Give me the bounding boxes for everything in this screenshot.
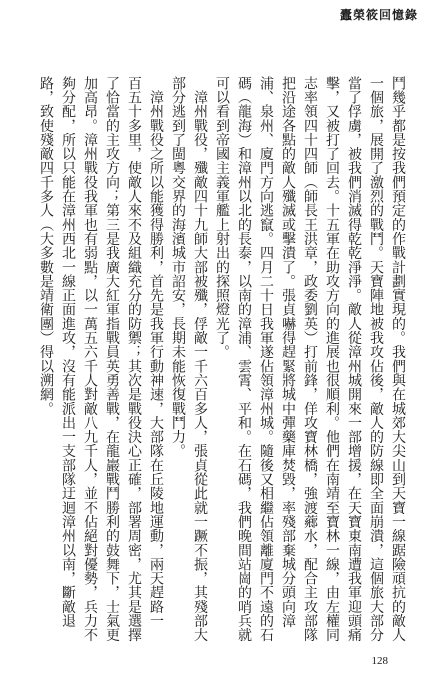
text-column-3: 當了俘虜，被我們消滅得乾乾淨淨。敵人從漳州城開來一部增援，在天寶東南遭我軍迎頭痛 xyxy=(346,76,362,642)
running-header-book-title: 蠹榮筱回憶錄 xyxy=(339,8,418,22)
page-number: 128 xyxy=(371,655,388,667)
text-column-13: 百五十多里，使敵人來不及組織充分的防禦；其次是戰役決心正確，部署周密，尤其是選擇 xyxy=(126,76,142,642)
text-column-12: 漳州戰役之所以能獲得勝利，首先是我軍行動神速，大部隊在丘陵地運動，兩天趕路一 xyxy=(148,76,164,628)
text-column-16: 夠分配，所以只能在漳州西北一線正面進攻，沒有能派出一支部隊迂迴漳州以南，斷敵退 xyxy=(60,76,76,628)
text-column-4: 擊，又被打了回去。十五軍在助攻方向的進展也很順利。他們在南靖至寶林一線，由左權同 xyxy=(324,76,340,642)
text-column-2: 一個旅，展開了激烈的戰鬥。天寶陣地被我攻佔後，敵人的防線即全面崩潰，這個旅大部分 xyxy=(368,76,384,642)
text-column-14: 了恰當的主攻方向；第三是我廣大紅軍指戰員英勇善戰，在龍巖戰鬥勝利的鼓舞下，士氣更 xyxy=(104,76,120,642)
text-column-8: 碼（龍海）和漳州以北的長泰，以南的漳浦、雲霄、平和。在石碼，我們晚間站崗的哨兵就 xyxy=(236,76,252,642)
text-column-10: 漳州戰役，殲敵四十九師大部被殲，俘敵一千六百多人，張貞從此就一蹶不振，其殘部大 xyxy=(192,76,208,642)
text-column-6: 把沿途各點的敵人殲滅或擊潰了。張貞嚇得趕緊將城中彈藥庫焚毀，率殘部棄城分頭向漳 xyxy=(280,76,296,628)
text-column-17: 路，致使殘敵四千多人（大多數是靖衛團）得以溯網。 xyxy=(38,76,54,416)
text-column-9: 可以看到帝國主義軍艦上射出的探照燈光了。 xyxy=(214,76,230,359)
text-column-15: 加高昂。漳州戰役我軍也有弱點，以一萬五六千人對敵八九千人，並不佔絕對優勢，兵力不 xyxy=(82,76,98,642)
text-column-7: 浦、泉州、廈門方向逃竄。四月二十日我軍遂佔領漳州城。隨後又相繼佔領離廈門不遠的石 xyxy=(258,76,274,642)
text-column-5: 志率領四十四師（師長王洪章，政委劉英）打前鋒，佯攻寶林橋，強渡薌水，配合主攻部隊 xyxy=(302,76,318,642)
text-column-1: 鬥幾乎都是按我們預定的作戰計劃實現的。我們與在城郊大尖山到天寶一線踞險頑抗的敵人 xyxy=(390,76,406,642)
text-column-11: 部分逃到了閩粵交界的海濱城市詔安，長期未能恢復戰鬥力。 xyxy=(170,76,186,459)
